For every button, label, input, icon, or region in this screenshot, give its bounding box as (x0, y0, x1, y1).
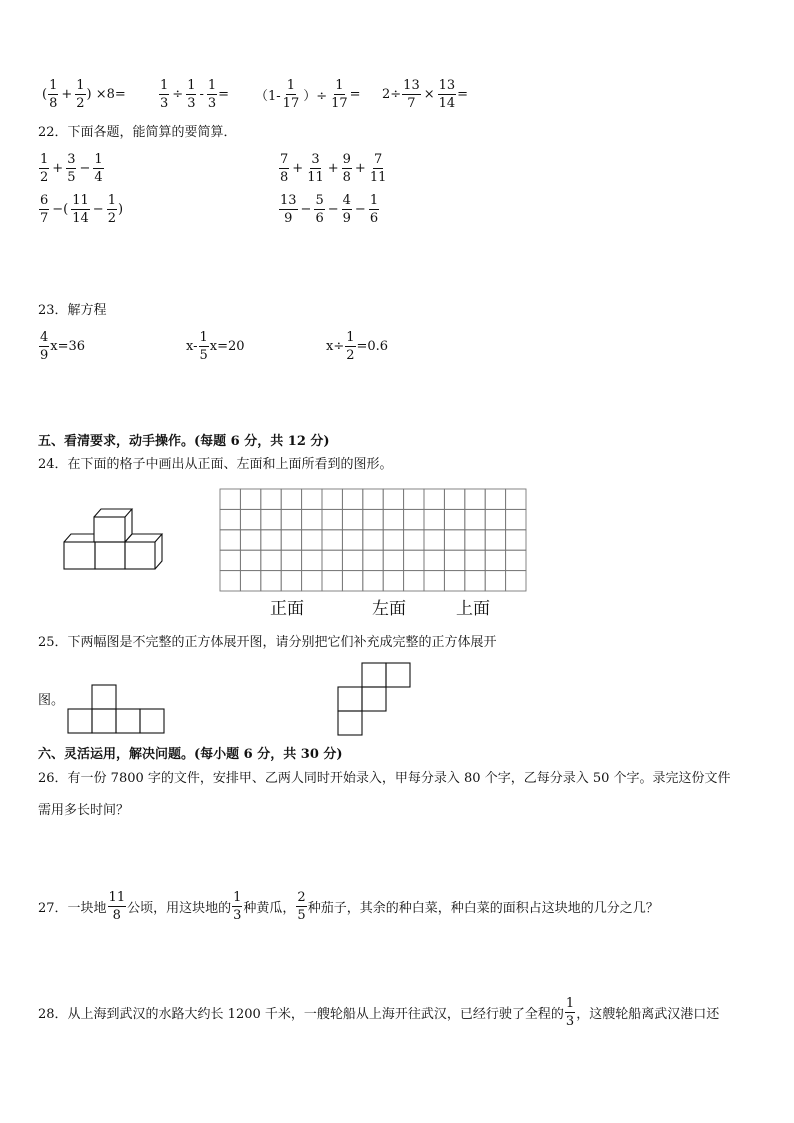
cube-net-1[interactable] (66, 684, 166, 736)
grid-cell[interactable] (342, 509, 362, 529)
fraction: $\frac{13}{7}$ (403, 78, 420, 111)
q21-expr-2: $\frac{1}{3}$ ÷ $\frac{1}{3}$ - $\frac{1}{3}$ = (160, 78, 230, 111)
grid-cell[interactable] (322, 530, 342, 550)
q21-expr-3: （1- $\frac{1}{17}$ ）÷ $\frac{1}{17}$ = (255, 78, 361, 111)
grid-cell[interactable] (506, 550, 526, 570)
grid-cell[interactable] (465, 530, 485, 550)
grid-cell[interactable] (404, 550, 424, 570)
grid-cell[interactable] (240, 550, 260, 570)
fraction: $\frac{1}{8}$ (49, 78, 58, 111)
grid-cell[interactable] (281, 489, 301, 509)
grid-cell[interactable] (281, 550, 301, 570)
grid-cell[interactable] (465, 509, 485, 529)
q22-expr-d: $\frac{13}{9}$ − $\frac{5}{6}$ − $\frac{4}{9}$ − $\frac{1}{6}$ (280, 193, 379, 226)
q21-expr-1: ( $\frac{1}{8}$ + $\frac{1}{2}$ ) ×8= (42, 78, 126, 111)
q27: 27．一块地 $\frac{11}{8}$ 公顷，用这块地的 $\frac{1}{3}$ 种黄瓜， $\frac{2}{5}$ 种茄子，其余的种白菜，种白菜的面积占这块地的几分之几？ (38, 890, 659, 923)
label-front-view: 正面 (270, 599, 304, 619)
grid-cell[interactable] (465, 489, 485, 509)
grid-cell[interactable] (220, 489, 240, 509)
grid-cell[interactable] (404, 571, 424, 591)
grid-cell[interactable] (302, 509, 322, 529)
grid-cell[interactable] (261, 509, 281, 529)
grid-cell[interactable] (383, 530, 403, 550)
section-6-heading: 六、灵活运用，解决问题。(每小题 6 分，共 30 分) (38, 747, 343, 762)
grid-cell[interactable] (261, 571, 281, 591)
grid-cell[interactable] (342, 550, 362, 570)
grid-cell[interactable] (363, 489, 383, 509)
grid-cell[interactable] (342, 571, 362, 591)
grid-cell[interactable] (342, 489, 362, 509)
fraction: $\frac{6}{7}$ (40, 193, 49, 226)
fraction: $\frac{1}{3}$ (207, 78, 217, 111)
grid-cell[interactable] (363, 530, 383, 550)
grid-cell[interactable] (220, 550, 240, 570)
q26-line-1: 26．有一份 7800 字的文件，安排甲、乙两人同时开始录入，甲每分录入 80 个字，乙每分录入 50 个字。录完这份文件 (38, 771, 731, 786)
grid-cell[interactable] (220, 509, 240, 529)
fraction: $\frac{1}{3}$ (565, 996, 575, 1029)
fraction: $\frac{1}{3}$ (160, 78, 169, 111)
fraction: $\frac{1}{3}$ (233, 890, 242, 923)
grid-cell[interactable] (424, 489, 444, 509)
grid-cell[interactable] (363, 571, 383, 591)
q24-title: 24．在下面的格子中画出从正面、左面和上面所看到的图形。 (38, 457, 393, 472)
fraction: $\frac{1}{2}$ (107, 193, 116, 226)
fraction: $\frac{11}{14}$ (72, 193, 89, 226)
drawing-grid[interactable] (219, 488, 527, 592)
fraction: $\frac{4}{9}$ (342, 193, 351, 226)
grid-cell[interactable] (506, 530, 526, 550)
grid-cell[interactable] (261, 550, 281, 570)
fraction: $\frac{1}{2}$ (346, 330, 355, 363)
q23-title: 23．解方程 (38, 303, 107, 318)
grid-cell[interactable] (485, 530, 505, 550)
cube-stack-figure (60, 500, 170, 575)
grid-cell[interactable] (302, 571, 322, 591)
q28: 28．从上海到武汉的水路大约长 1200 千米，一艘轮船从上海开往武汉，已经行驶了全程的 $\frac{1}{3}$ ，这艘轮船离武汉港口还 (38, 996, 720, 1029)
fraction: $\frac{5}{6}$ (315, 193, 324, 226)
q21-expr-4: 2÷ $\frac{13}{7}$ × $\frac{13}{14}$ = (382, 78, 469, 111)
label-left-view: 左面 (372, 599, 406, 619)
grid-cell[interactable] (485, 489, 505, 509)
fraction: $\frac{1}{4}$ (94, 152, 103, 185)
q25-title-cont: 图。 (38, 693, 65, 708)
grid-cell[interactable] (363, 509, 383, 529)
fraction: $\frac{1}{17}$ (282, 78, 300, 111)
grid-cell[interactable] (342, 530, 362, 550)
grid-cell[interactable] (444, 550, 464, 570)
grid-cell[interactable] (506, 571, 526, 591)
grid-cell[interactable] (322, 571, 342, 591)
grid-cell[interactable] (465, 550, 485, 570)
fraction: $\frac{3}{11}$ (307, 152, 324, 185)
q26-line-2: 需用多长时间？ (38, 803, 130, 818)
fraction: $\frac{13}{9}$ (280, 193, 297, 226)
q22-expr-c: $\frac{6}{7}$ −( $\frac{11}{14}$ − $\frac{1}{2}$ ) (40, 193, 124, 226)
fraction: $\frac{13}{14}$ (438, 78, 456, 111)
q22-expr-b: $\frac{7}{8}$ + $\frac{3}{11}$ + $\frac{9}{8}$ + $\frac{7}{11}$ (280, 152, 387, 185)
grid-cell[interactable] (322, 489, 342, 509)
q23-eq-2: x- $\frac{1}{5}$ x=20 (186, 330, 245, 363)
grid-cell[interactable] (404, 530, 424, 550)
section-5-heading: 五、看清要求，动手操作。(每题 6 分，共 12 分) (38, 434, 330, 449)
grid-cell[interactable] (281, 509, 301, 529)
grid-cell[interactable] (485, 571, 505, 591)
grid-cell[interactable] (506, 489, 526, 509)
grid-cell[interactable] (240, 509, 260, 529)
grid-cell[interactable] (302, 489, 322, 509)
fraction: $\frac{7}{8}$ (280, 152, 289, 185)
grid-cell[interactable] (302, 550, 322, 570)
grid-cell[interactable] (424, 571, 444, 591)
grid-cell[interactable] (383, 489, 403, 509)
cube-net-2[interactable] (337, 662, 413, 738)
grid-cell[interactable] (485, 550, 505, 570)
fraction: $\frac{1}{6}$ (369, 193, 379, 226)
grid-cell[interactable] (424, 530, 444, 550)
fraction: $\frac{1}{3}$ (187, 78, 196, 111)
q22-title: 22．下面各题，能简算的要简算． (38, 125, 237, 140)
fraction: $\frac{3}{5}$ (67, 152, 76, 185)
q23-eq-3: x÷ $\frac{1}{2}$ =0.6 (326, 330, 389, 363)
grid-cell[interactable] (281, 571, 301, 591)
fraction: $\frac{1}{2}$ (76, 78, 85, 111)
grid-cell[interactable] (220, 571, 240, 591)
grid-cell[interactable] (322, 509, 342, 529)
q25-title: 25．下两幅图是不完整的正方体展开图，请分别把它们补充成完整的正方体展开 (38, 635, 497, 650)
fraction: $\frac{4}{9}$ (40, 330, 49, 363)
grid-cell[interactable] (281, 530, 301, 550)
fraction: $\frac{11}{8}$ (108, 890, 126, 923)
grid-cell[interactable] (444, 571, 464, 591)
grid-cell[interactable] (444, 489, 464, 509)
fraction: $\frac{1}{17}$ (331, 78, 348, 111)
grid-cell[interactable] (424, 509, 444, 529)
q23-eq-1: $\frac{4}{9}$ x=36 (40, 330, 86, 363)
grid-cell[interactable] (220, 530, 240, 550)
grid-cell[interactable] (240, 571, 260, 591)
grid-cell[interactable] (465, 571, 485, 591)
fraction: $\frac{1}{5}$ (199, 330, 208, 363)
label-top-view: 上面 (456, 599, 490, 619)
grid-cell[interactable] (444, 509, 464, 529)
grid-cell[interactable] (240, 489, 260, 509)
fraction: $\frac{7}{11}$ (369, 152, 387, 185)
grid-cell[interactable] (261, 530, 281, 550)
grid-cell[interactable] (444, 530, 464, 550)
grid-cell[interactable] (383, 571, 403, 591)
fraction: $\frac{2}{5}$ (297, 890, 306, 923)
fraction: $\frac{9}{8}$ (342, 152, 351, 185)
grid-cell[interactable] (383, 550, 403, 570)
grid-cell[interactable] (240, 530, 260, 550)
grid-cell[interactable] (261, 489, 281, 509)
grid-cell[interactable] (404, 489, 424, 509)
grid-cell[interactable] (322, 550, 342, 570)
grid-cell[interactable] (302, 530, 322, 550)
grid-cell[interactable] (506, 509, 526, 529)
q22-expr-a: $\frac{1}{2}$ + $\frac{3}{5}$ − $\frac{1}{4}$ (40, 152, 103, 185)
grid-cell[interactable] (424, 550, 444, 570)
fraction: $\frac{1}{2}$ (40, 152, 49, 185)
grid-cell[interactable] (383, 509, 403, 529)
grid-cell[interactable] (363, 550, 383, 570)
grid-cell[interactable] (404, 509, 424, 529)
grid-cell[interactable] (485, 509, 505, 529)
